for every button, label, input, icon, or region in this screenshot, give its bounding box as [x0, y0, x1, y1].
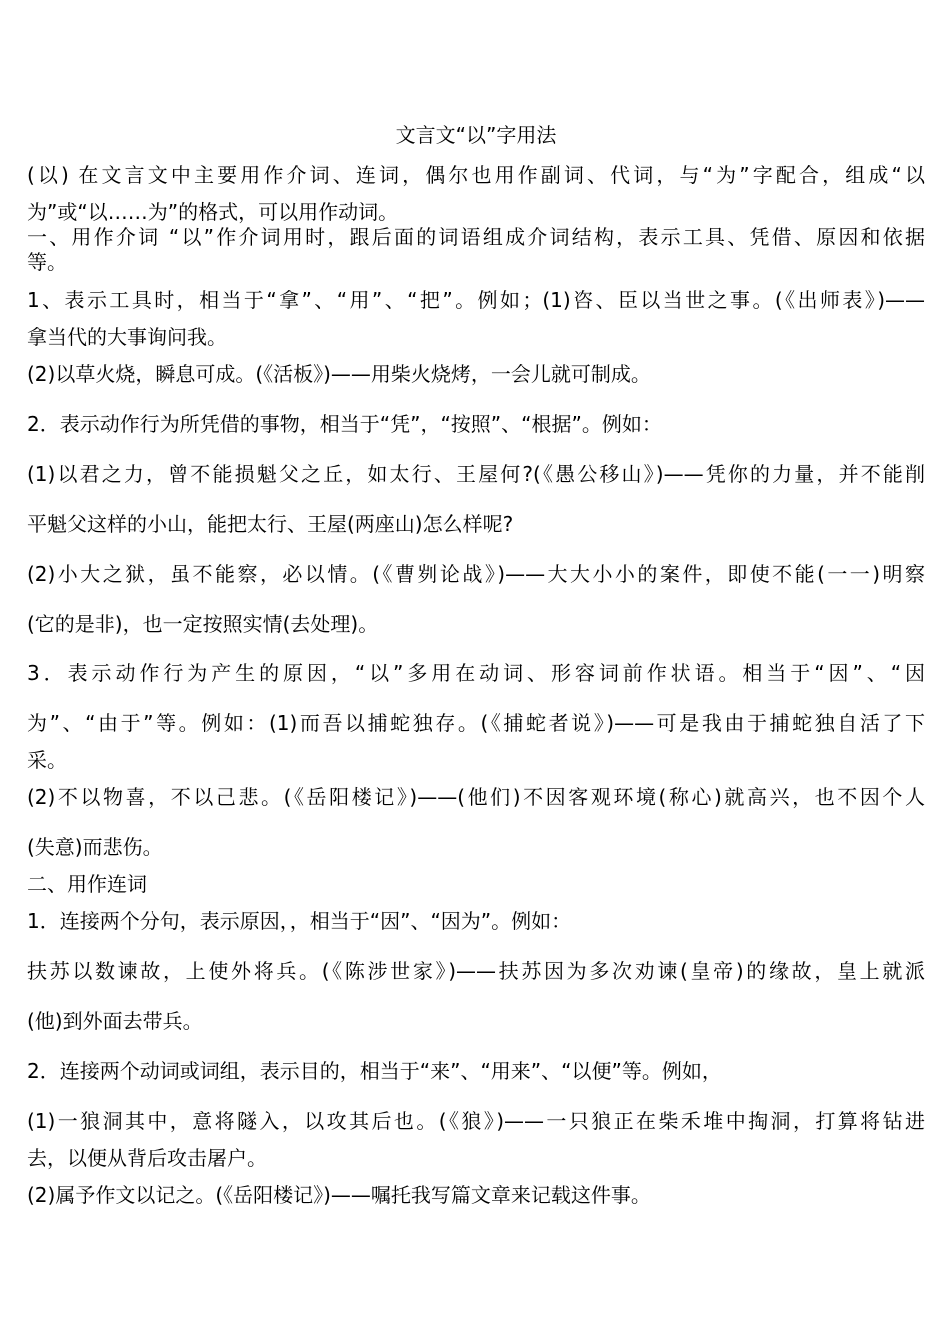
- text-line: 扶苏以数谏故，上使外将兵。(《陈涉世家》)——扶苏因为多次劝谏(皇帝)的缘故，皇上就派: [27, 959, 925, 983]
- text-line: (2)以草火烧，瞬息可成。(《活板》)——用柴火烧烤，一会儿就可制成。: [27, 362, 651, 386]
- text-line: 一、用作介词 “以”作介词用时，跟后面的词语组成介词结构，表示工具、凭借、原因和依据: [27, 225, 925, 249]
- text-line: 为”、“由于”等。例如：(1)而吾以捕蛇独存。(《捕蛇者说》)——可是我由于捕蛇独自活了下: [27, 711, 925, 735]
- text-line: (2)小大之狱，虽不能察，必以情。(《曹刿论战》)——大大小小的案件，即使不能(一一)明察: [27, 562, 925, 586]
- text-line: (以) 在文言文中主要用作介词、连词，偶尔也用作副词、代词，与“为”字配合，组成“以: [27, 163, 925, 187]
- text-line: 去，以便从背后攻击屠户。: [27, 1146, 267, 1170]
- page-title: 文言文“以”字用法: [395, 123, 557, 147]
- section-heading: 二、用作连词: [27, 872, 147, 896]
- text-line: 平魁父这样的小山，能把太行、王屋(两座山)怎么样呢?: [27, 512, 514, 536]
- text-line: 采。: [27, 748, 67, 772]
- text-line: (他)到外面去带兵。: [27, 1009, 203, 1033]
- text-line: 等。: [27, 250, 67, 274]
- text-line: (1)一狼洞其中，意将隧入，以攻其后也。(《狼》)——一只狼正在柴禾堆中掏洞，打算将钻进: [27, 1109, 925, 1133]
- text-line: (2)属予作文以记之。(《岳阳楼记》)——嘱托我写篇文章来记载这件事。: [27, 1183, 651, 1207]
- text-line: 为”或“以……为”的格式，可以用作动词。: [27, 200, 399, 224]
- text-line: 3．表示动作行为产生的原因，“以”多用在动词、形容词前作状语。相当于“因”、“因: [27, 661, 925, 685]
- text-line: 1．连接两个分句，表示原因，，相当于“因”、“因为”。例如：: [27, 909, 572, 933]
- text-line: 1、表示工具时，相当于“拿”、“用”、“把”。例如；(1)咨、臣以当世之事。(《出师表》)——: [27, 288, 925, 312]
- text-line: (它的是非)，也一定按照实情(去处理)。: [27, 612, 379, 636]
- text-line: 拿当代的大事询问我。: [27, 325, 227, 349]
- text-line: (2)不以物喜，不以己悲。(《岳阳楼记》)——(他们)不因客观环境(称心)就高兴，也不因个人: [27, 785, 925, 809]
- text-line: 2．表示动作行为所凭借的事物，相当于“凭”，“按照”、“根据”。例如：: [27, 412, 662, 436]
- text-line: (1)以君之力，曾不能损魁父之丘，如太行、王屋何?(《愚公移山》)——凭你的力量，并不能削: [27, 462, 925, 486]
- text-line: 2．连接两个动词或词组，表示目的，相当于“来”、“用来”、“以便”等。例如，: [27, 1059, 722, 1083]
- text-line: (失意)而悲伤。: [27, 835, 163, 859]
